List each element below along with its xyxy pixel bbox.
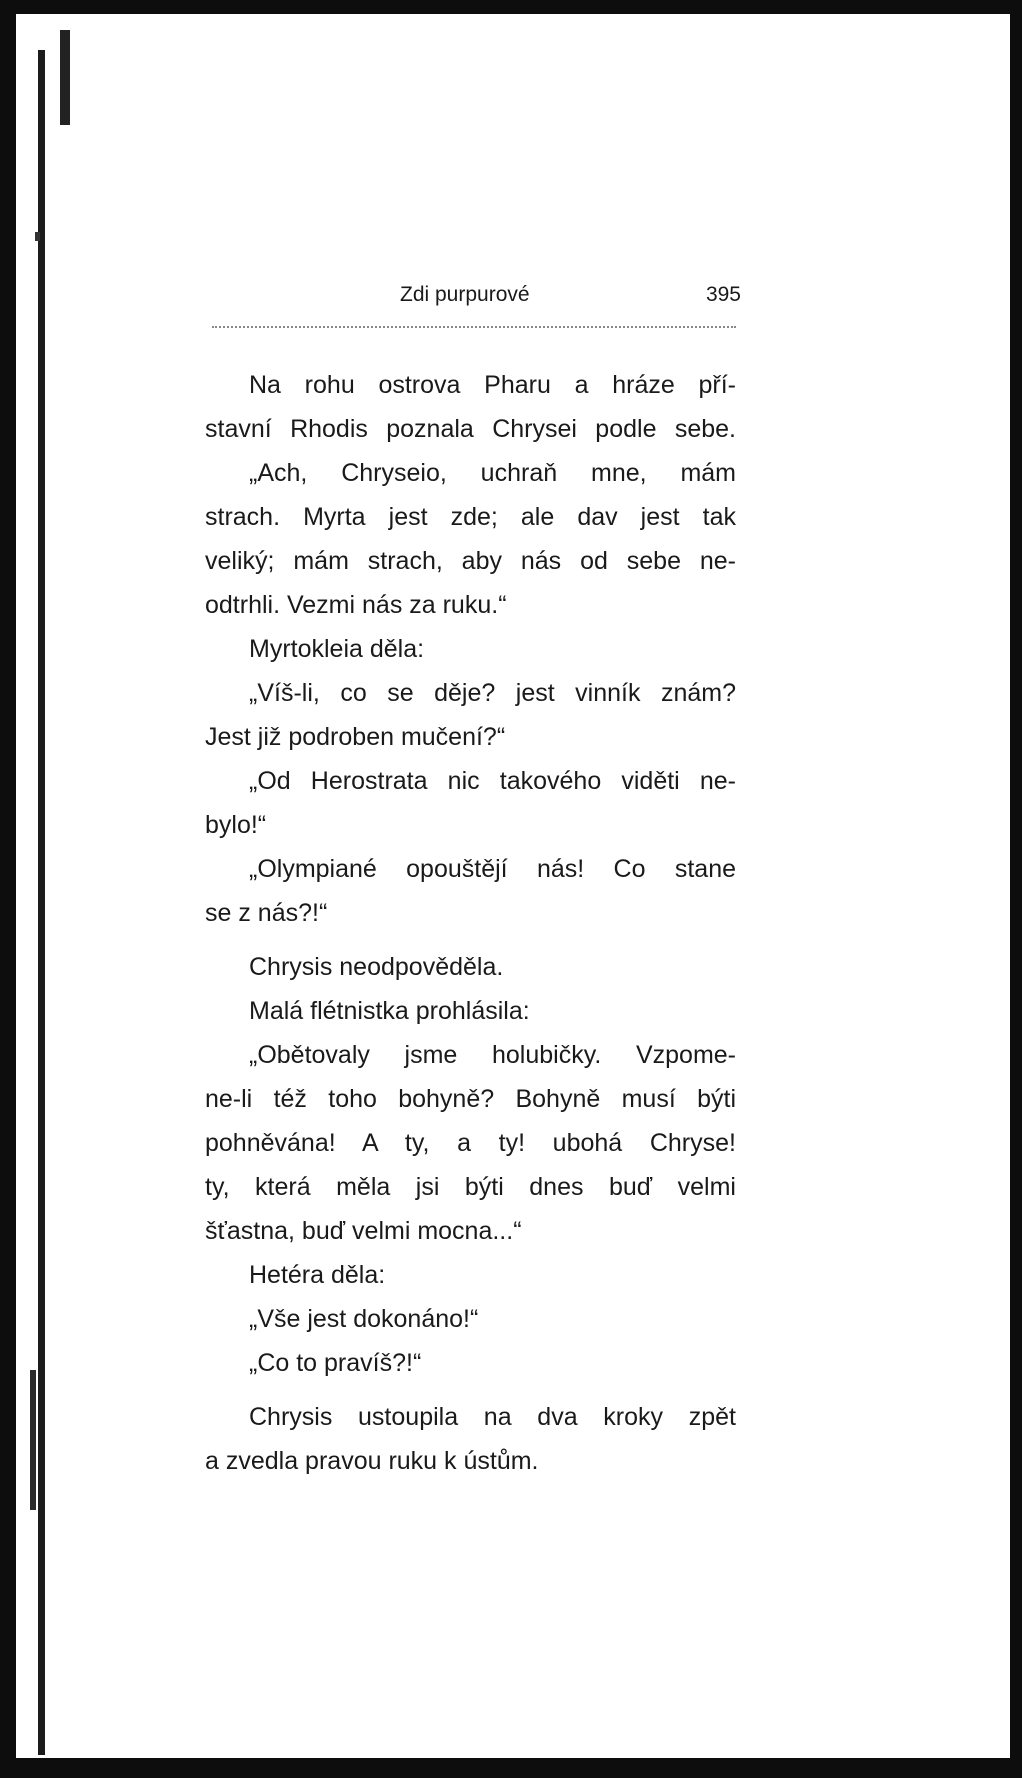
text-line: ne-li též toho bohyně? Bohyně musí býti [205, 1085, 736, 1113]
text-line: šťastna, buď velmi mocna...“ [205, 1217, 522, 1245]
text-line: se z nás?!“ [205, 899, 328, 927]
text-line: „Olympiané opouštějí nás! Co stane [249, 855, 736, 883]
text-line: Chrysis ustoupila na dva kroky zpět [249, 1403, 736, 1431]
text-line: pohněvána! A ty, a ty! ubohá Chryse! [205, 1129, 736, 1157]
text-line: strach. Myrta jest zde; ale dav jest tak [205, 503, 736, 531]
text-line: „Co to pravíš?!“ [249, 1349, 422, 1377]
text-line: Chrysis neodpověděla. [249, 953, 504, 981]
book-spine-edge [38, 50, 45, 1755]
text-line: „Víš-li, co se děje? jest vinník znám? [249, 679, 736, 707]
scan-border-bottom [0, 1758, 1022, 1778]
text-line: „Obětovaly jsme holubičky. Vzpome- [249, 1041, 736, 1069]
book-spine-top-mark [60, 30, 70, 125]
book-spine-lower-mark [30, 1370, 36, 1510]
text-line: bylo!“ [205, 811, 267, 839]
text-line: stavní Rhodis poznala Chrysei podle sebe. [205, 415, 736, 443]
scan-speck [35, 232, 40, 241]
text-line: veliký; mám strach, aby nás od sebe ne- [205, 547, 736, 575]
text-line: odtrhli. Vezmi nás za ruku.“ [205, 591, 507, 619]
text-line: a zvedla pravou ruku k ústům. [205, 1447, 539, 1475]
page-number: 395 [705, 283, 741, 306]
page-body [205, 363, 736, 1483]
text-line: „Ach, Chryseio, uchraň mne, mám [249, 459, 736, 487]
scan-border-top [0, 0, 1022, 14]
running-head [205, 278, 741, 312]
header-rule [212, 326, 736, 328]
text-line: Hetéra děla: [249, 1261, 386, 1289]
text-line: Malá flétnistka prohlásila: [249, 997, 530, 1025]
text-line: Jest již podroben mučení?“ [205, 723, 506, 751]
text-line: ty, která měla jsi býti dnes buď velmi [205, 1173, 736, 1201]
text-line: „Vše jest dokonáno!“ [249, 1305, 479, 1333]
text-line: „Od Herostrata nic takového viděti ne- [249, 767, 736, 795]
text-line: Na rohu ostrova Pharu a hráze pří- [249, 371, 736, 399]
running-title: Zdi purpurové [400, 283, 530, 306]
scan-border-right [1010, 0, 1022, 1778]
scan-border-left [0, 0, 16, 1778]
text-line: Myrtokleia děla: [249, 635, 425, 663]
